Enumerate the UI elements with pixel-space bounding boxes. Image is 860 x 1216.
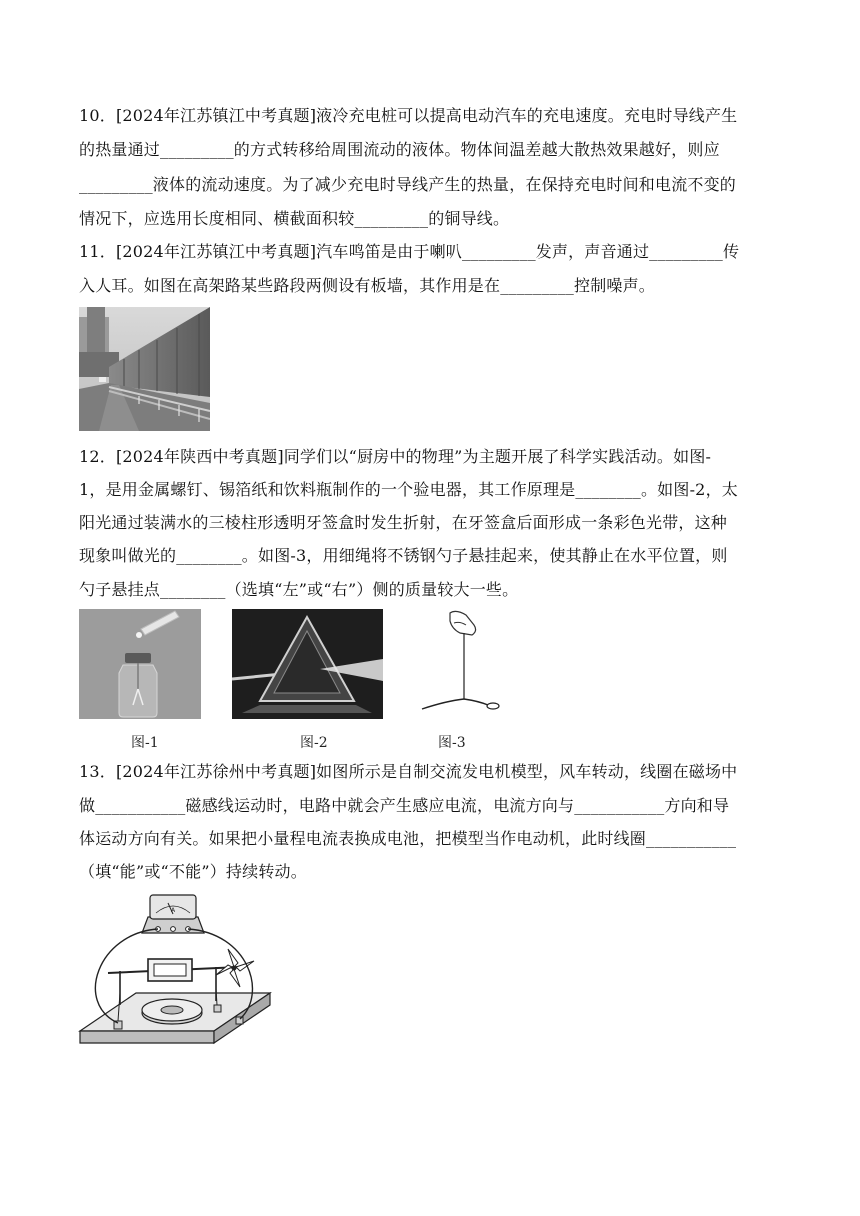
q12-line-5: 勺子悬挂点________（选填“左”或“右”）侧的质量较大一些。 — [79, 580, 519, 599]
q12-line-2: 1，是用金属螺钉、锡箔纸和饮料瓶制作的一个验电器，其工作原理是________。如图-2，太 — [79, 480, 738, 499]
figure-2-caption: 图-2 — [300, 735, 328, 751]
figure-2-prism — [232, 609, 383, 719]
q13-line-1: 13．[2024年江苏徐州中考真题]如图所示是自制交流发电机模型，风车转动，线圈在磁场中 — [79, 762, 738, 781]
figure-3-spoon — [416, 609, 502, 719]
q12-line-4: 现象叫做光的________。如图-3，用细绳将不锈钢勺子悬挂起来，使其静止在水平位置，则 — [79, 546, 728, 565]
highway-barrier-photo — [79, 307, 210, 431]
ammeter-label: A — [170, 907, 176, 914]
q10-line-4: 情况下，应选用长度相同、横截面积较_________的铜导线。 — [79, 209, 510, 228]
q12-line-3: 阳光通过装满水的三棱柱形透明牙签盒时发生折射，在牙签盒后面形成一条彩色光带，这种 — [79, 513, 728, 532]
q10-line-2: 的热量通过_________的方式转移给周围流动的液体。物体间温差越大散热效果越好，则应 — [79, 140, 720, 159]
figure-1-caption: 图-1 — [131, 735, 159, 751]
figure-3-caption: 图-3 — [438, 735, 466, 751]
q10-line-3: _________液体的流动速度。为了减少充电时导线产生的热量，在保持充电时间和电流不变的 — [79, 175, 737, 194]
q13-line-4: （填“能”或“不能”）持续转动。 — [79, 862, 307, 881]
q13-line-3: 体运动方向有关。如果把小量程电流表换成电池，把模型当作电动机，此时线圈___________ — [79, 829, 737, 848]
q13-line-2: 做___________磁感线运动时，电路中就会产生感应电流，电流方向与___________方向和导 — [79, 796, 730, 815]
generator-model-diagram — [78, 893, 272, 1079]
q11-line-2: 入人耳。如图在高架路某些路段两侧设有板墙，其作用是在_________控制噪声。 — [79, 276, 656, 295]
q12-line-1: 12．[2024年陕西中考真题]同学们以“厨房中的物理”为主题开展了科学实践活动。如图- — [79, 447, 712, 466]
q10-line-1: 10．[2024年江苏镇江中考真题]液冷充电桩可以提高电动汽车的充电速度。充电时导线产生 — [79, 106, 738, 125]
q11-line-1: 11．[2024年江苏镇江中考真题]汽车鸣笛是由于喇叭_________发声，声音通过_________传 — [79, 242, 740, 261]
figure-1-electroscope — [79, 609, 201, 719]
